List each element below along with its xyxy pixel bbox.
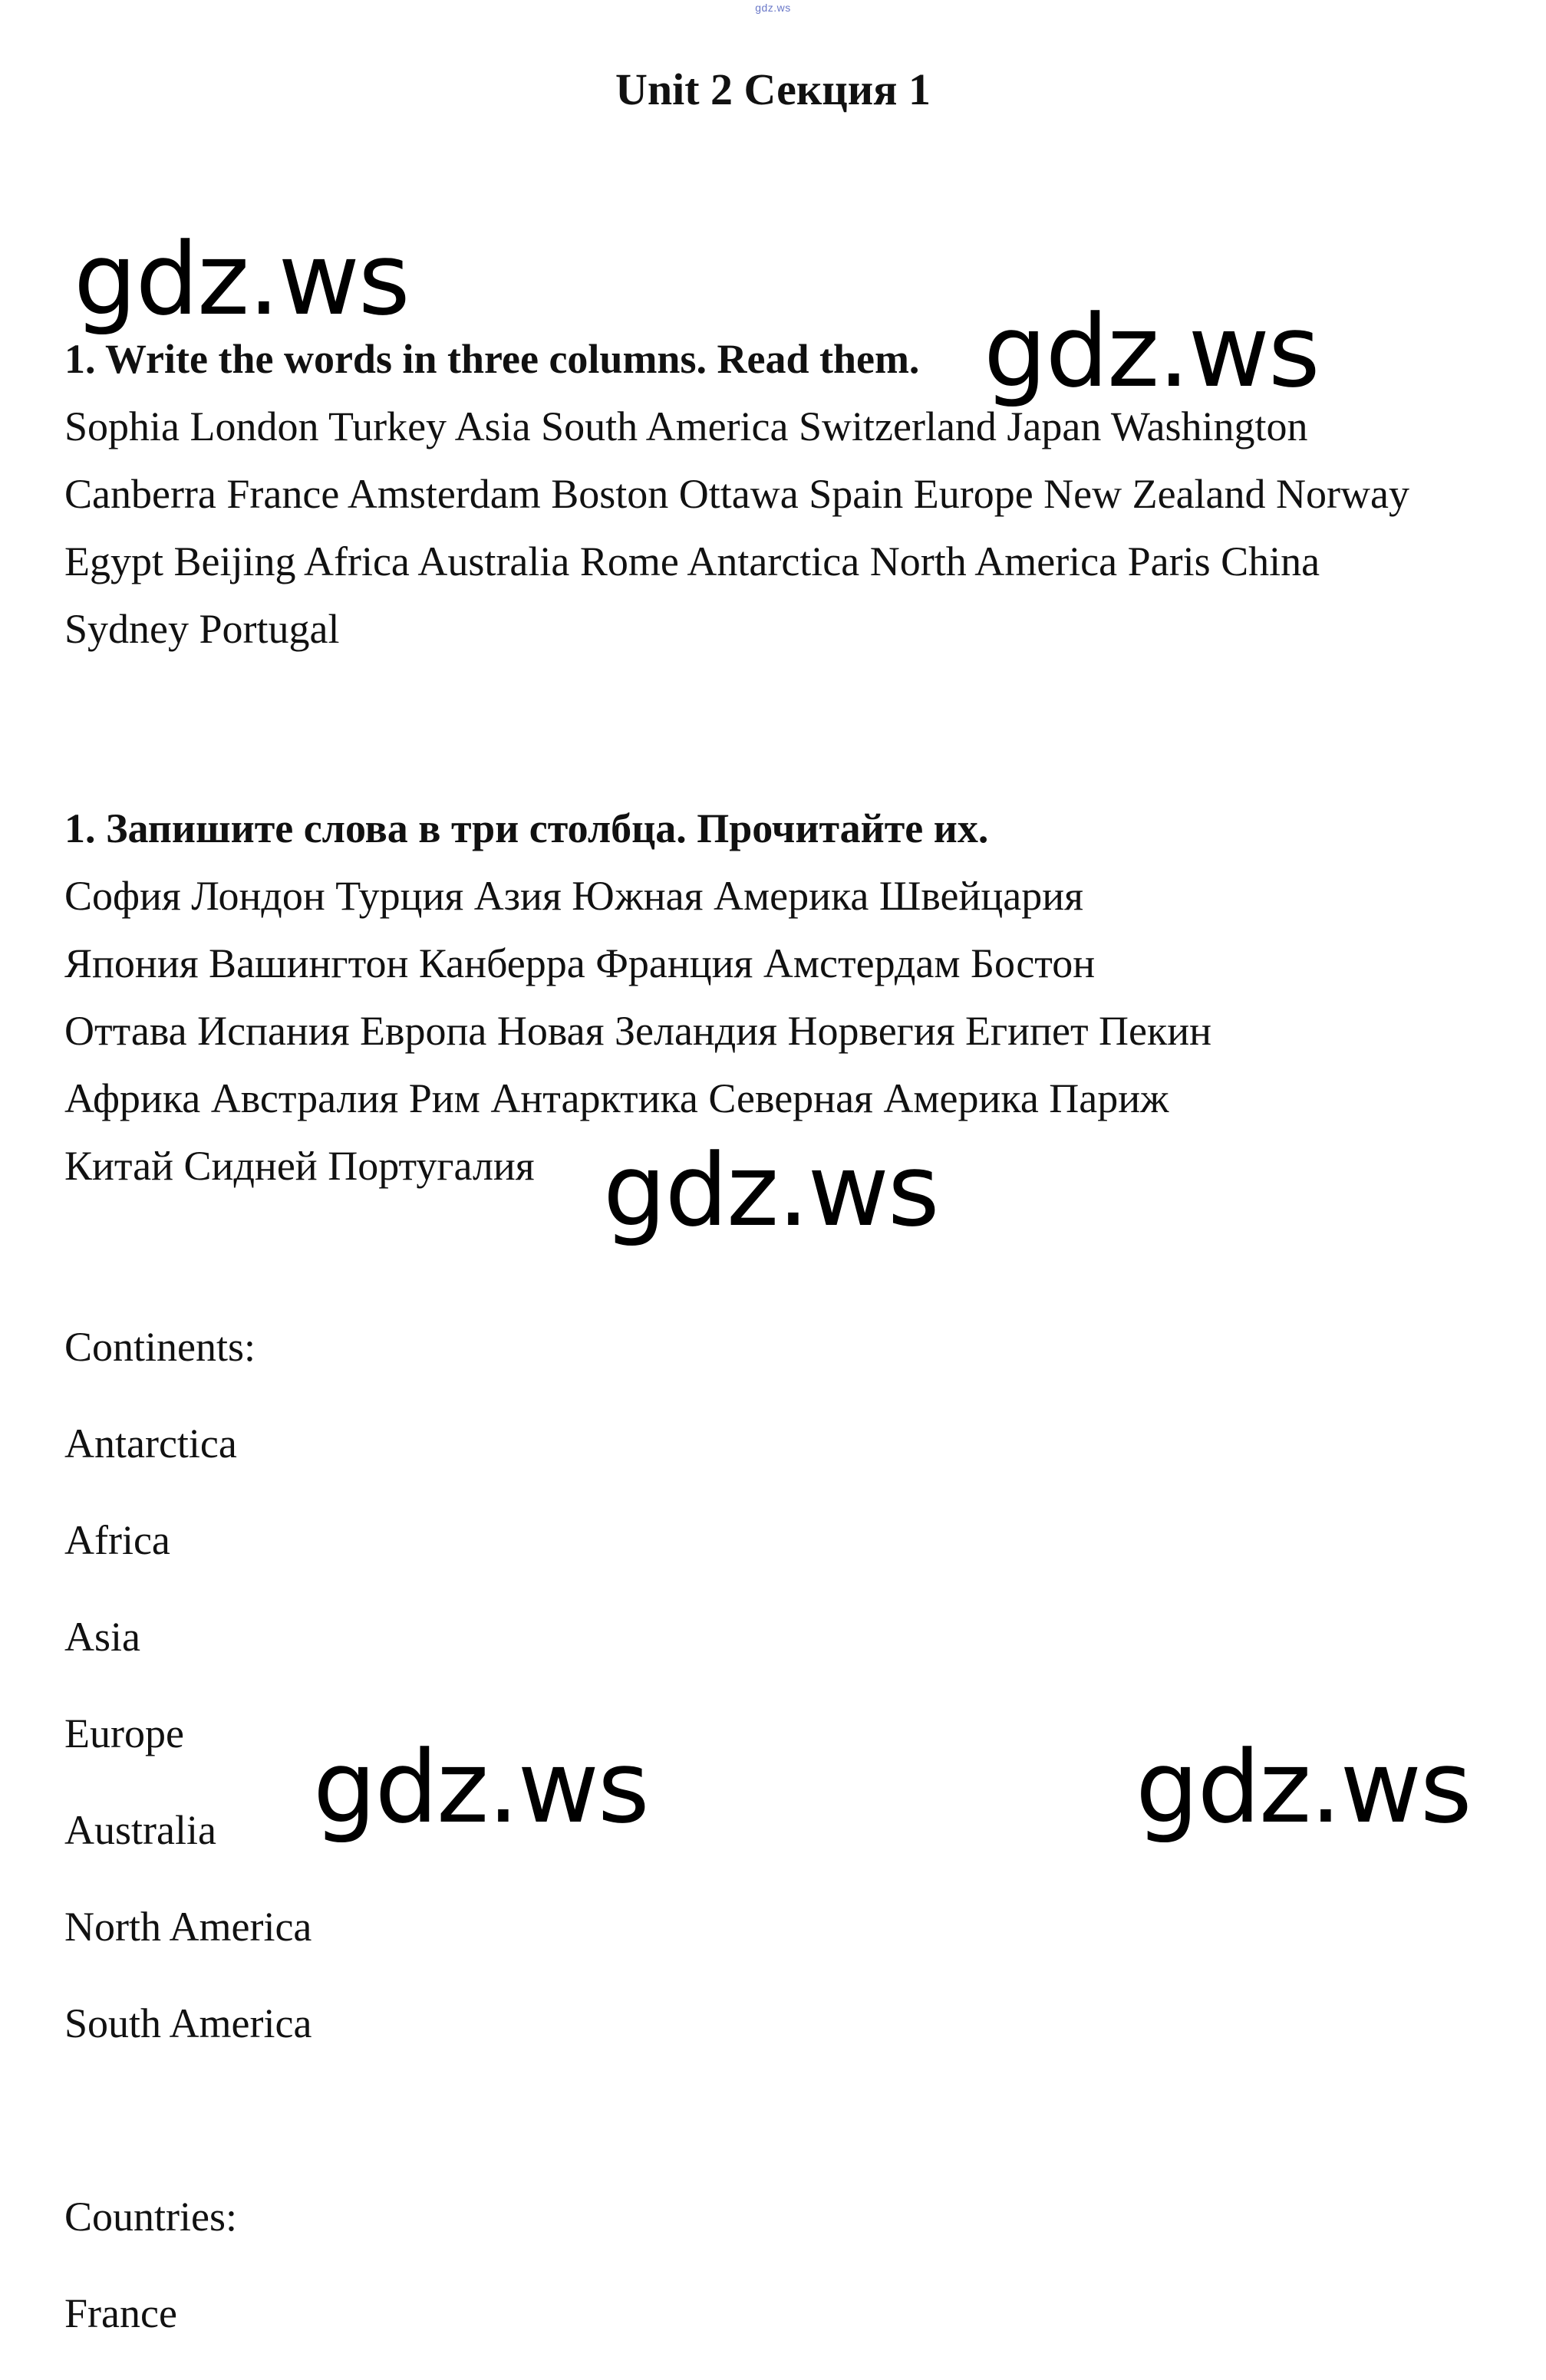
watermark-logo: gdz.ws [1136, 1729, 1471, 1845]
word-line: София Лондон Турция Азия Южная Америка Швейцария [64, 873, 1084, 919]
continent-item: Europe [64, 1710, 184, 1756]
word-line: Африка Австралия Рим Антарктика Северная Америка Париж [64, 1075, 1169, 1121]
watermark-logo: gdz.ws [313, 1729, 648, 1845]
task-russian-heading: 1. Запишите слова в три столбца. Прочитайте их. [64, 805, 989, 851]
word-line: Canberra France Amsterdam Boston Ottawa Spain Europe New Zealand Norway [64, 471, 1409, 517]
continent-item: Africa [64, 1517, 170, 1563]
watermark-logo: gdz.ws [984, 293, 1319, 410]
page-title: Unit 2 Секция 1 [615, 64, 931, 114]
countries-label: Countries: [64, 2194, 237, 2240]
watermark-logo: gdz.ws [603, 1132, 938, 1249]
task-english-heading: 1. Write the words in three columns. Read them. [64, 336, 920, 382]
continent-item: North America [64, 1904, 312, 1950]
country-item: France [64, 2290, 177, 2336]
top-watermark-small: gdz.ws [755, 2, 791, 14]
watermark-logo: gdz.ws [74, 221, 409, 337]
word-line: Китай Сидней Португалия [64, 1143, 535, 1189]
word-line: Sophia London Turkey Asia South America Switzerland Japan Washington [64, 403, 1308, 449]
word-line: Egypt Beijing Africa Australia Rome Antarctica North America Paris China [64, 538, 1320, 584]
word-line: Оттава Испания Европа Новая Зеландия Норвегия Египет Пекин [64, 1008, 1212, 1054]
continent-item: South America [64, 2000, 312, 2046]
task-english-words [64, 393, 1522, 663]
continent-item: Antarctica [64, 1420, 237, 1467]
word-line: Sydney Portugal [64, 606, 340, 652]
continent-item: Asia [64, 1614, 140, 1660]
continents-label: Continents: [64, 1324, 256, 1370]
word-line: Япония Вашингтон Канберра Франция Амстердам Бостон [64, 940, 1096, 986]
continent-item: Australia [64, 1807, 216, 1853]
